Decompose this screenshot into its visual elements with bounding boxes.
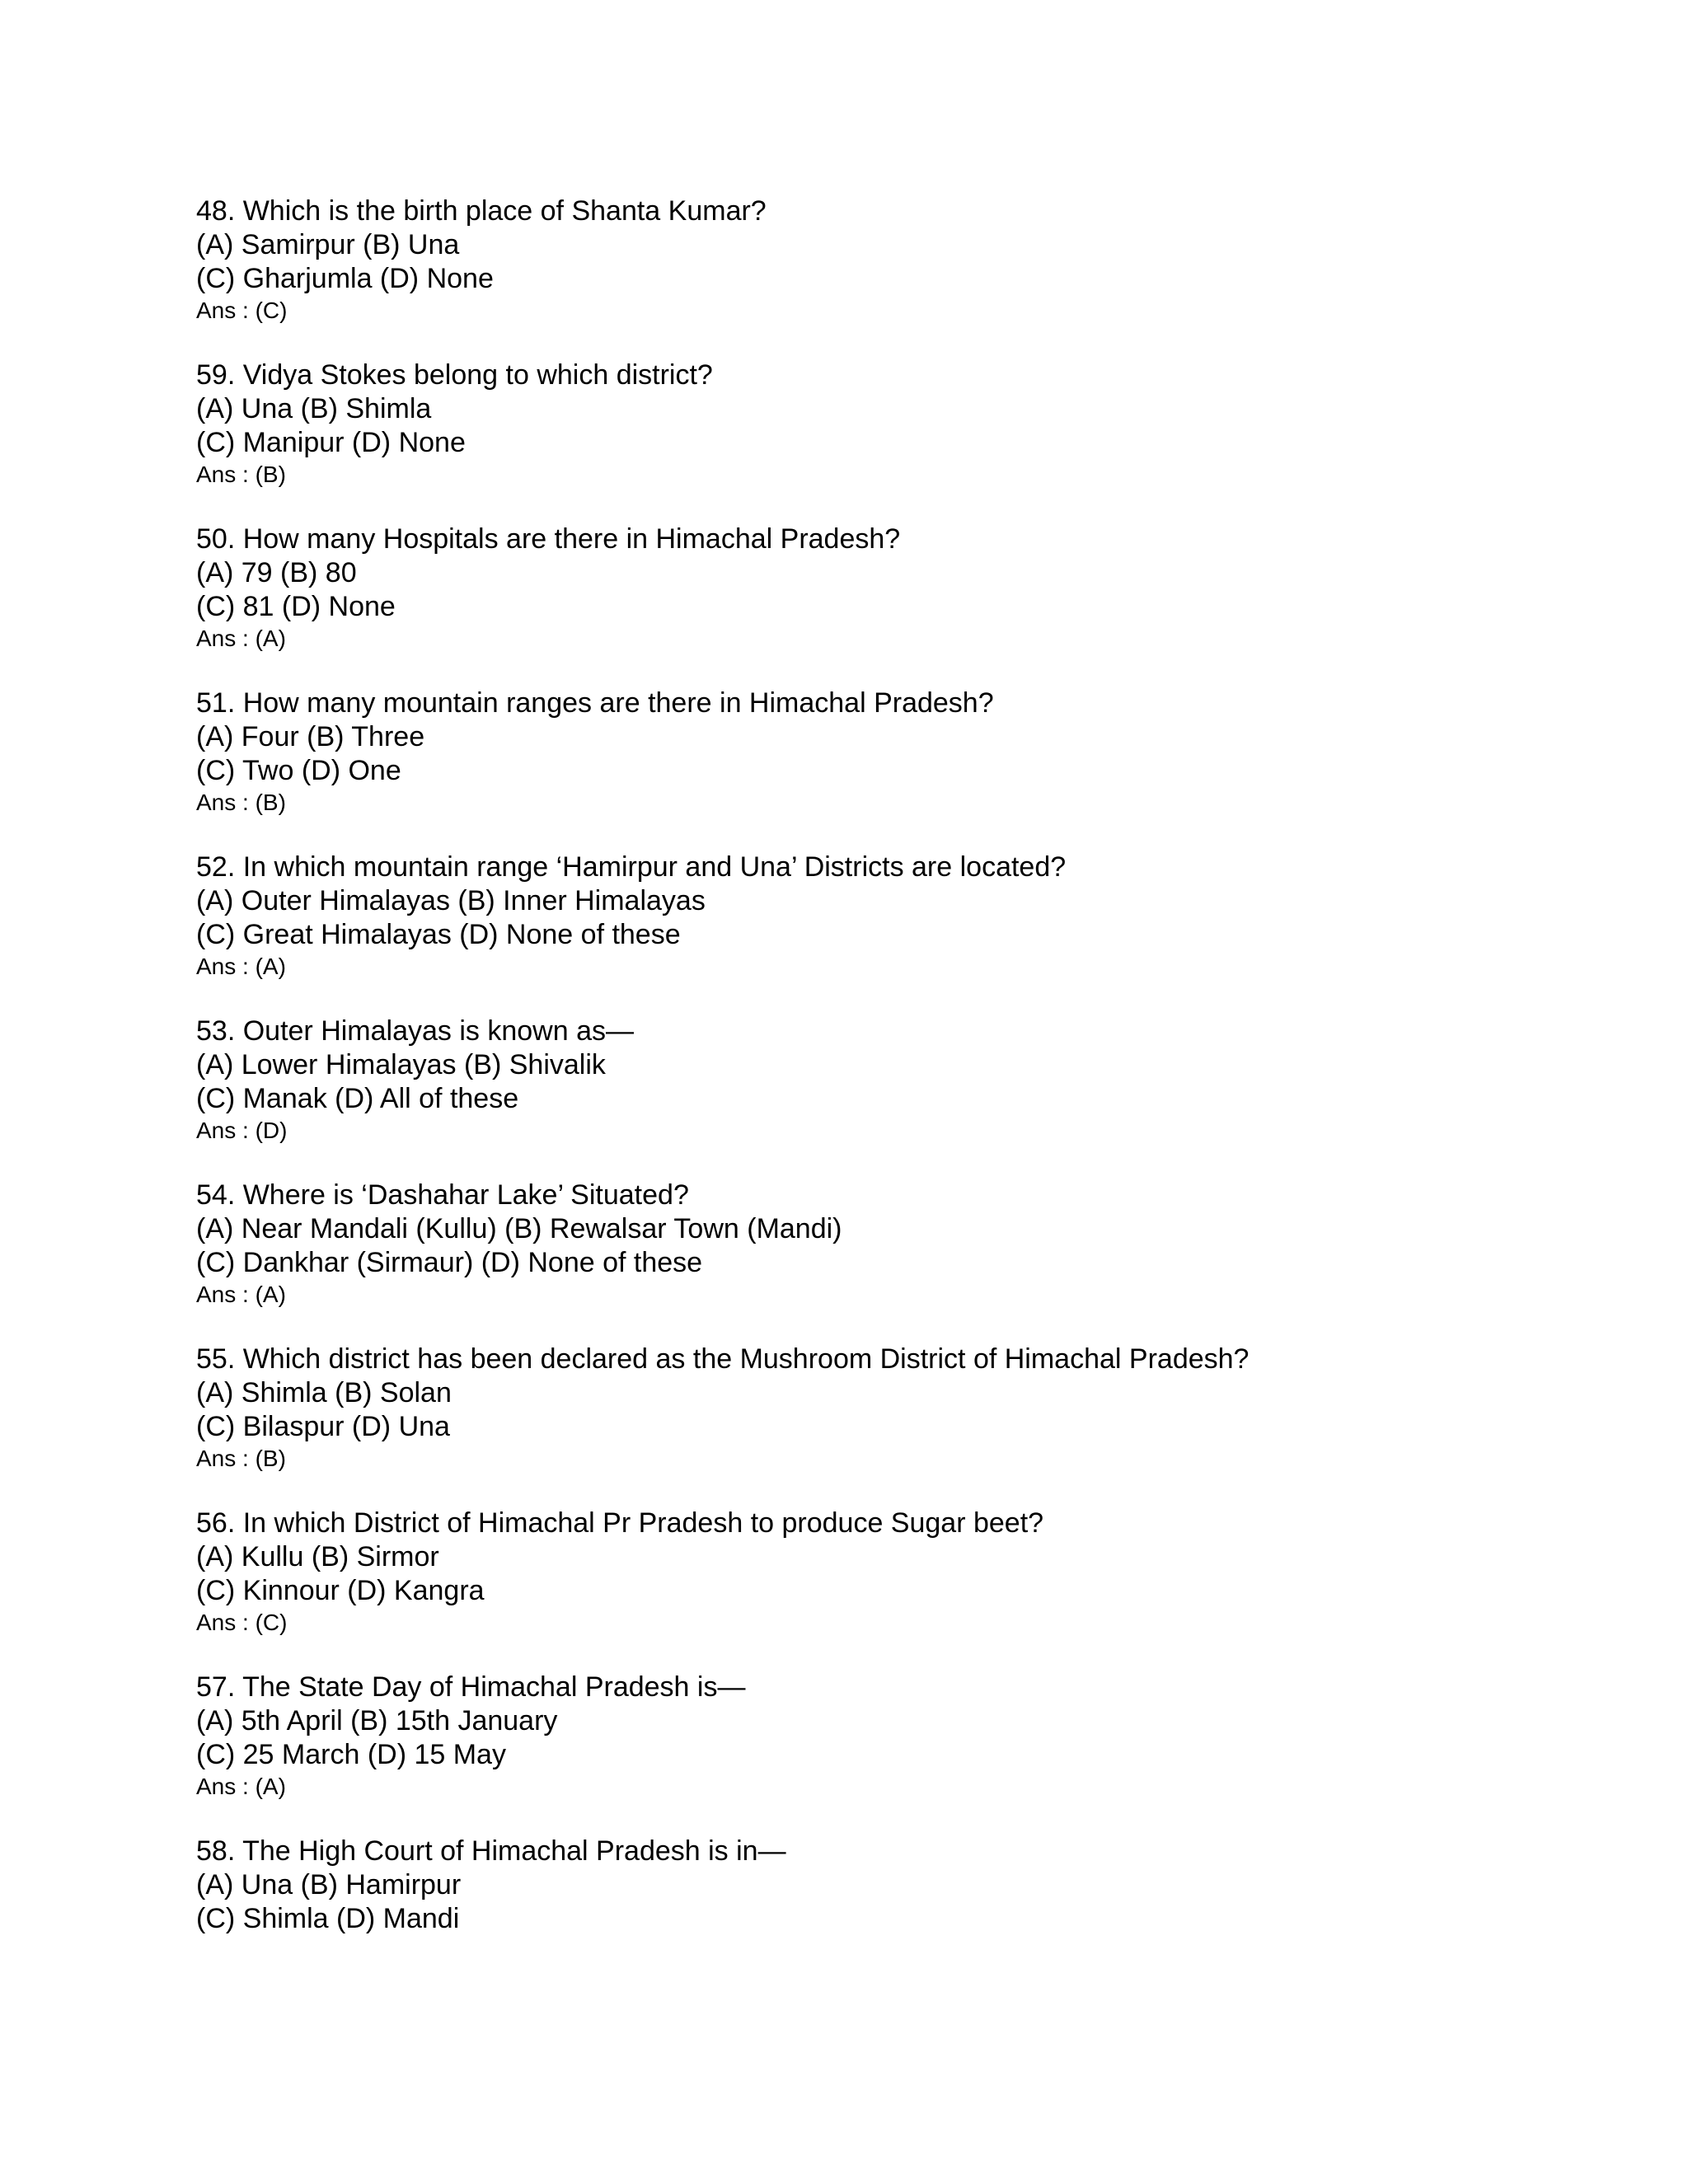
question-block xyxy=(196,1835,1597,1936)
question-text: 50. How many Hospitals are there in Himachal Pradesh? xyxy=(196,523,901,555)
options-line-2: (C) Manipur (D) None xyxy=(196,427,466,458)
answer-line: Ans : (A) xyxy=(196,626,286,651)
options-line-2: (C) Great Himalayas (D) None of these xyxy=(196,919,681,950)
answer-line: Ans : (B) xyxy=(196,790,286,815)
question-text: 55. Which district has been declared as the Mushroom District of Himachal Pradesh? xyxy=(196,1343,1250,1375)
question-text: 54. Where is ‘Dashahar Lake’ Situated? xyxy=(196,1179,689,1211)
question-text: 57. The State Day of Himachal Pradesh is— xyxy=(196,1671,746,1703)
options-line-2: (C) 25 March (D) 15 May xyxy=(196,1739,506,1770)
options-line-2: (C) Kinnour (D) Kangra xyxy=(196,1575,485,1606)
answer-line: Ans : (A) xyxy=(196,1774,286,1799)
question-block xyxy=(196,851,1597,982)
question-block xyxy=(196,523,1597,654)
options-line-2: (C) Manak (D) All of these xyxy=(196,1083,519,1114)
question-block xyxy=(196,1671,1597,1802)
answer-line: Ans : (D) xyxy=(196,1118,288,1143)
options-line-1: (A) Outer Himalayas (B) Inner Himalayas xyxy=(196,885,706,916)
options-line-1: (A) 79 (B) 80 xyxy=(196,557,357,588)
options-line-1: (A) Near Mandali (Kullu) (B) Rewalsar Town (Mandi) xyxy=(196,1213,842,1244)
question-text: 48. Which is the birth place of Shanta Kumar? xyxy=(196,195,767,227)
question-text: 51. How many mountain ranges are there in Himachal Pradesh? xyxy=(196,687,994,719)
options-line-2: (C) Shimla (D) Mandi xyxy=(196,1903,460,1934)
question-text: 56. In which District of Himachal Pr Pradesh to produce Sugar beet? xyxy=(196,1507,1044,1539)
options-line-1: (A) Shimla (B) Solan xyxy=(196,1377,452,1408)
options-line-1: (A) Una (B) Hamirpur xyxy=(196,1869,462,1900)
options-line-1: (A) Samirpur (B) Una xyxy=(196,229,460,260)
options-line-2: (C) Bilaspur (D) Una xyxy=(196,1411,450,1442)
options-line-2: (C) Gharjumla (D) None xyxy=(196,263,494,294)
question-block xyxy=(196,1179,1597,1310)
answer-line: Ans : (B) xyxy=(196,1446,286,1471)
options-line-1: (A) Lower Himalayas (B) Shivalik xyxy=(196,1049,606,1080)
options-line-1: (A) Una (B) Shimla xyxy=(196,393,432,424)
options-line-2: (C) 81 (D) None xyxy=(196,591,396,622)
options-line-1: (A) Four (B) Three xyxy=(196,721,425,752)
question-block xyxy=(196,1015,1597,1146)
answer-line: Ans : (B) xyxy=(196,462,286,487)
answer-line: Ans : (A) xyxy=(196,1282,286,1307)
options-line-1: (A) 5th April (B) 15th January xyxy=(196,1705,558,1736)
question-text: 59. Vidya Stokes belong to which district? xyxy=(196,359,713,391)
options-line-2: (C) Dankhar (Sirmaur) (D) None of these xyxy=(196,1247,703,1278)
question-block xyxy=(196,359,1597,490)
answer-line: Ans : (C) xyxy=(196,1610,288,1635)
question-text: 52. In which mountain range ‘Hamirpur and Una’ Districts are located? xyxy=(196,851,1067,883)
question-block xyxy=(196,1507,1597,1638)
question-block xyxy=(196,1343,1597,1474)
question-text: 53. Outer Himalayas is known as— xyxy=(196,1015,634,1047)
options-line-2: (C) Two (D) One xyxy=(196,755,401,786)
question-text: 58. The High Court of Himachal Pradesh is in— xyxy=(196,1835,786,1867)
question-block xyxy=(196,687,1597,818)
question-block xyxy=(196,194,1597,326)
answer-line: Ans : (C) xyxy=(196,298,288,323)
options-line-1: (A) Kullu (B) Sirmor xyxy=(196,1541,439,1572)
answer-line: Ans : (A) xyxy=(196,954,286,979)
